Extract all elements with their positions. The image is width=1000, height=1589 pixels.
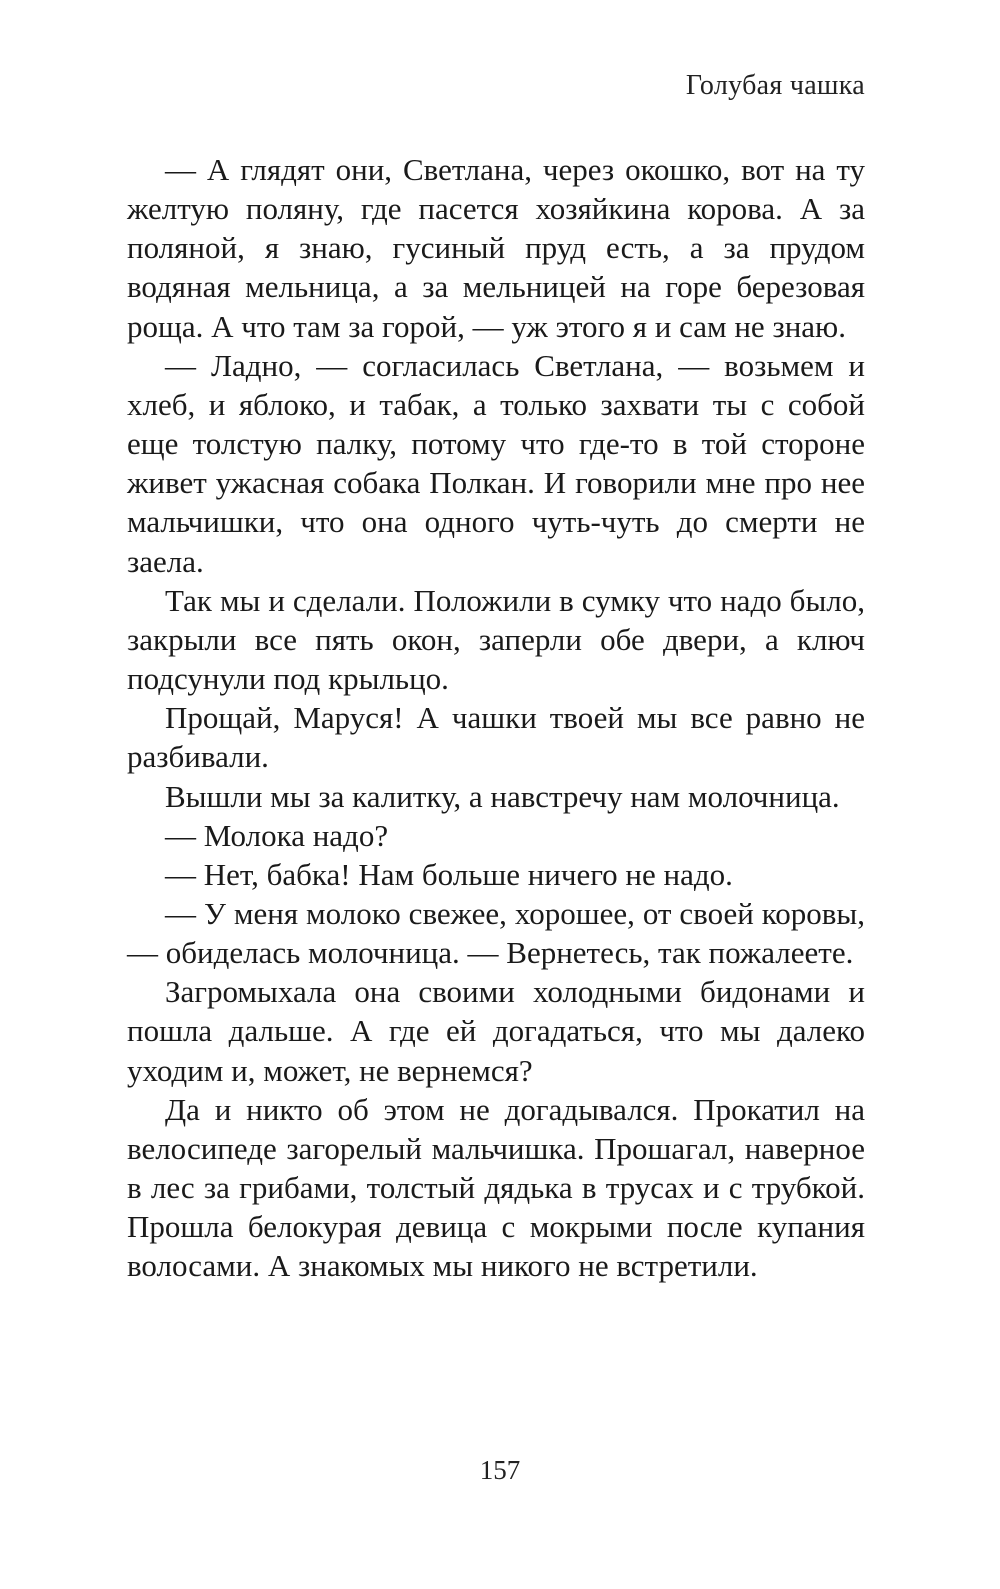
paragraph: Прощай, Маруся! А чашки твоей мы все равно не разбивали. <box>127 700 865 775</box>
paragraph: — Молока надо? <box>165 817 389 853</box>
page-number: 157 <box>479 1455 521 1485</box>
paragraph: — У меня молоко свежее, хорошее, от своей коровы, — обиделась молочница. — Вернетесь, так пожалеете. <box>127 895 865 971</box>
paragraph: — Ладно, — согласилась Светлана, — возьмем и хлеб, и яблоко, и табак, а только захвати ты с собой еще толстую палку, потому что где-то в той стороне живет ужасная собака Полкан. И говорили мне про нее мальчишки, что она одного чуть-чуть до смерти не заела. <box>127 347 865 579</box>
paragraph: Так мы и сделали. Положили в сумку что надо было, закрыли все пять окон, заперли обе двери, а ключ подсунули под крыльцо. <box>127 582 865 697</box>
running-header: Голубая чашка <box>685 70 865 101</box>
body-text <box>127 150 865 1286</box>
paragraph: Да и никто об этом не догадывался. Прокатил на велосипеде загорелый мальчишка. Прошагал, наверное в лес за грибами, толстый дядька в трусах и с трубкой. Прошла белокурая девица с мокрыми после купания волосами. А знакомых мы никого не встретили. <box>127 1091 865 1284</box>
paragraph: — Нет, бабка! Нам больше ничего не надо. <box>165 856 733 892</box>
paragraph: Загромыхала она своими холодными бидонами и пошла дальше. А где ей догадаться, что мы далеко уходим и, может, не вернемся? <box>127 974 865 1088</box>
paragraph: Вышли мы за калитку, а навстречу нам молочница. <box>165 778 840 814</box>
paragraph: — А глядят они, Светлана, через окошко, вот на ту желтую поляну, где пасется хозяйкина корова. А за поляной, я знаю, гусиный пруд есть, а за прудом водяная мельница, а за мельницей на горе березовая роща. А что там за горой, — уж этого я и сам не знаю. <box>127 152 865 344</box>
